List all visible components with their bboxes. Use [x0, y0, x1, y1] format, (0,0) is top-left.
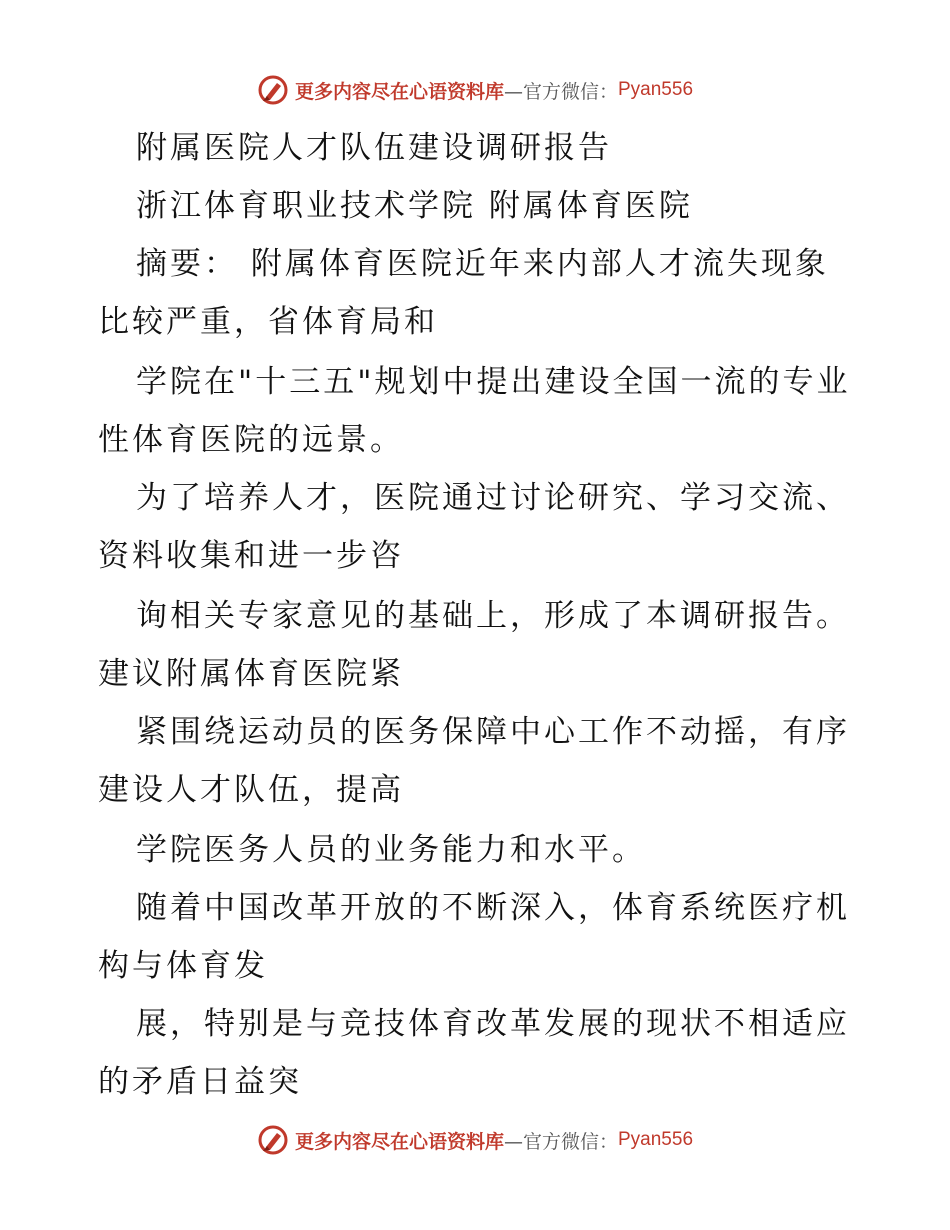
doc-line: 随着中国改革开放的不断深入，体育系统医疗机: [136, 890, 850, 926]
doc-line: 为了培养人才，医院通过讨论研究、学习交流、: [136, 480, 850, 516]
doc-line: 比较严重，省体育局和: [98, 304, 438, 340]
doc-line: 建议附属体育医院紧: [98, 656, 404, 692]
banner-wechat-id: Pyan556: [618, 79, 694, 100]
header-banner: [0, 70, 950, 110]
doc-line: 建设人才队伍，提高: [98, 772, 404, 808]
doc-line: 学院医务人员的业务能力和水平。: [136, 832, 646, 868]
doc-title: 附属医院人才队伍建设调研报告: [136, 130, 612, 166]
banner-text-main: 更多内容尽在心语资料库: [294, 80, 504, 103]
banner-wechat-id: Pyan556: [618, 1129, 694, 1150]
doc-line: 学院在"十三五"规划中提出建设全国一流的专业: [136, 364, 851, 400]
banner-text-separator: —官方微信：: [503, 1130, 618, 1153]
doc-line: 展，特别是与竞技体育改革发展的现状不相适应: [136, 1006, 850, 1042]
doc-line: 资料收集和进一步咨: [98, 538, 404, 574]
doc-line: 构与体育发: [98, 948, 268, 984]
doc-line: 询相关专家意见的基础上，形成了本调研报告。: [136, 598, 850, 634]
doc-subtitle: 浙江体育职业技术学院 附属体育医院: [136, 188, 693, 224]
pen-logo-icon: [257, 74, 289, 106]
pen-logo-icon: [257, 1124, 289, 1156]
doc-line: 紧围绕运动员的医务保障中心工作不动摇，有序: [136, 714, 850, 750]
footer-banner: [0, 1120, 950, 1160]
doc-line: 摘要： 附属体育医院近年来内部人才流失现象: [136, 246, 829, 282]
banner-text-separator: —官方微信：: [503, 80, 618, 103]
doc-line: 的矛盾日益突: [98, 1064, 302, 1100]
doc-line: 性体育医院的远景。: [98, 422, 404, 458]
banner-text-main: 更多内容尽在心语资料库: [294, 1130, 504, 1153]
